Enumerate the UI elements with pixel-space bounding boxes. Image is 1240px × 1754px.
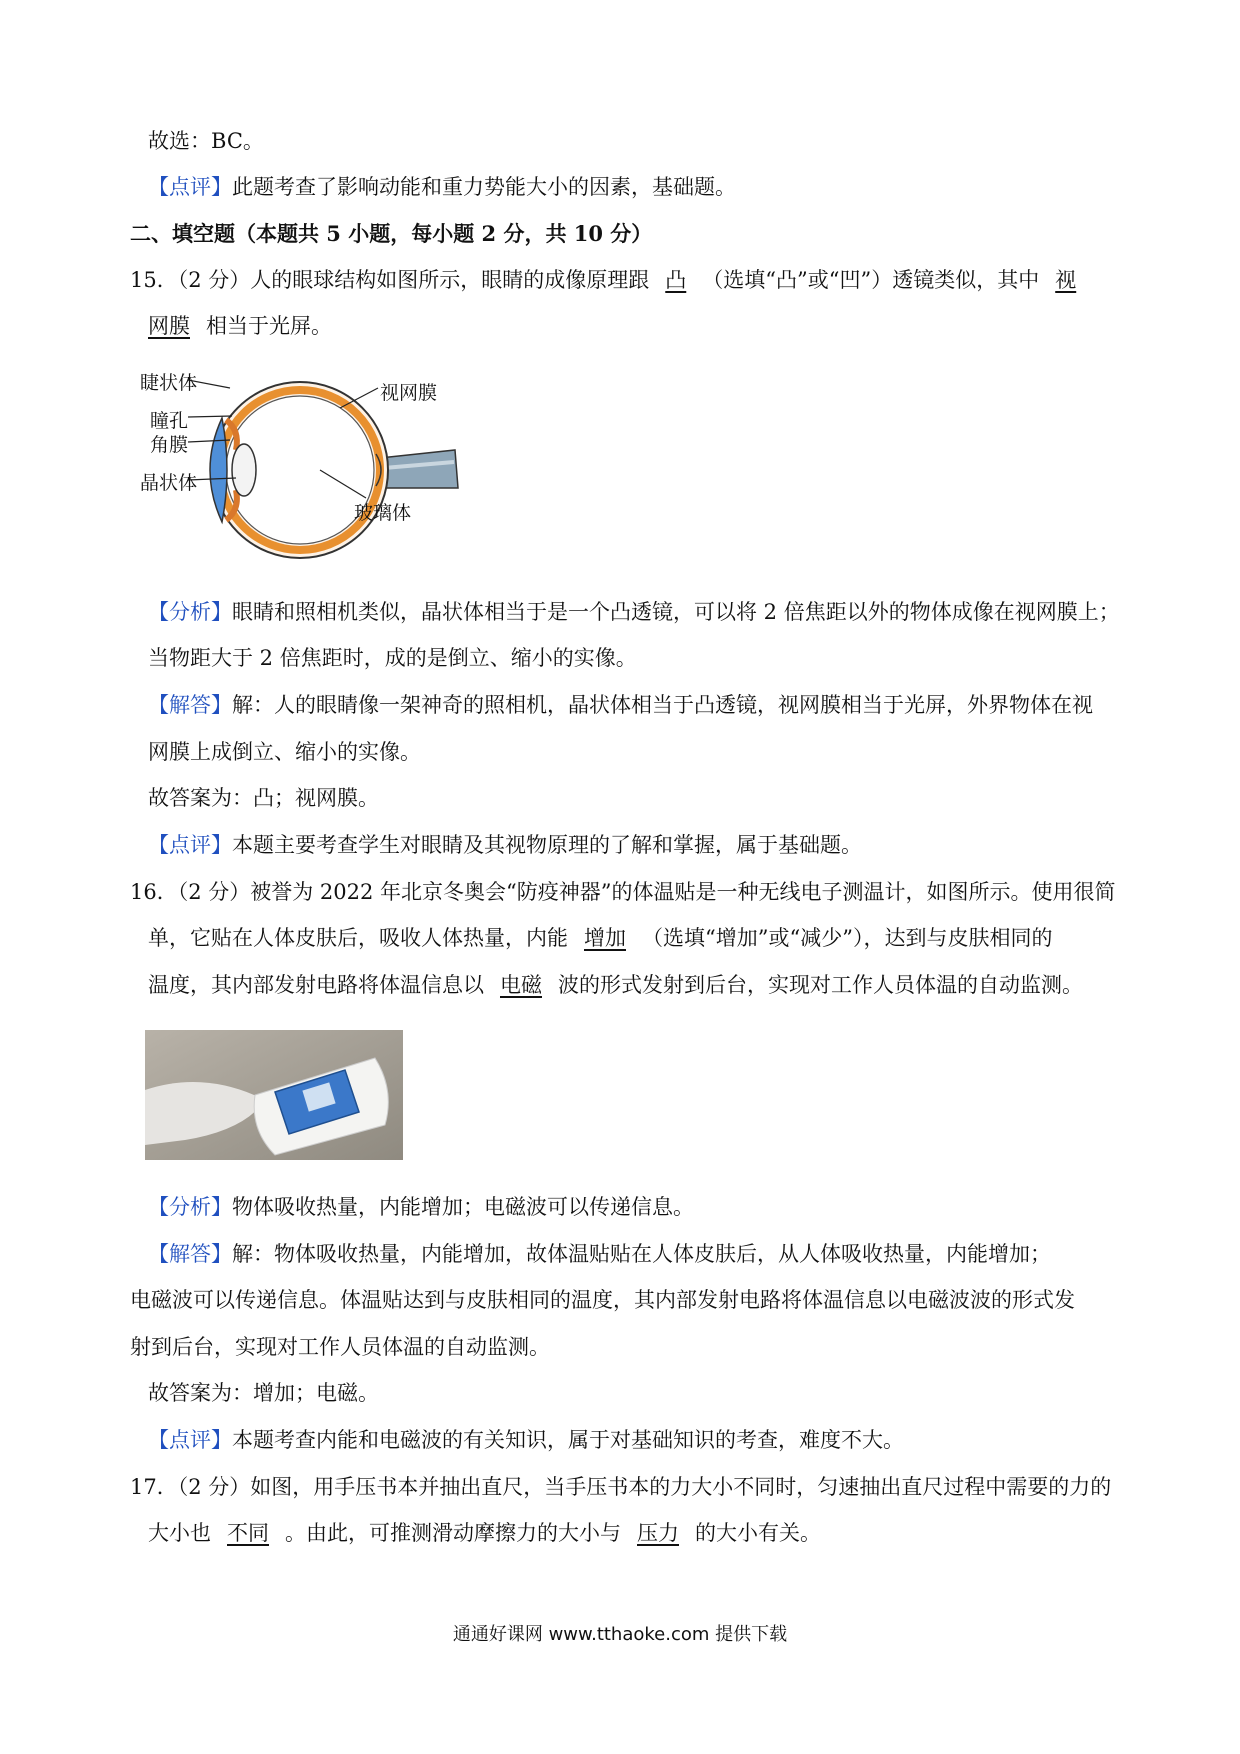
solution-tag: 【解答】 — [148, 693, 232, 717]
q15-analysis-1 — [148, 599, 1120, 625]
q15-solution-2: 网膜上成倒立、缩小的实像。 — [148, 740, 421, 764]
label-ciliary: 睫状体 — [140, 372, 198, 394]
q16-blank-2: 电磁 — [500, 973, 542, 997]
label-pupil: 瞳孔 — [150, 410, 189, 432]
q16-solution-2: 电磁波可以传递信息。体温贴达到与皮肤相同的温度，其内部发射电路将体温信息以电磁波波的形式发 — [130, 1288, 1075, 1312]
q15-stem-line1 — [130, 267, 1076, 293]
review-text: 此题考查了影响动能和重力势能大小的因素，基础题。 — [232, 175, 736, 199]
analysis-text: 眼睛和照相机类似，晶状体相当于是一个凸透镜，可以将 2 倍焦距以外的物体成像在视网膜上； — [232, 600, 1120, 624]
q17-text-c: 的大小有关。 — [695, 1521, 821, 1545]
q16-text-b: （选填“增加”或“减少”），达到与皮肤相同的 — [642, 926, 1053, 950]
q14-review — [148, 174, 736, 200]
q16-text-a: 单，它贴在人体皮肤后，吸收人体热量，内能 — [148, 926, 568, 950]
label-retina: 视网膜 — [380, 382, 438, 404]
solution-text: 解：物体吸收热量，内能增加，故体温贴贴在人体皮肤后，从人体吸收热量，内能增加； — [232, 1242, 1051, 1266]
q14-answer: 故选：BC。 — [148, 129, 264, 153]
analysis-text: 物体吸收热量，内能增加；电磁波可以传递信息。 — [232, 1195, 694, 1219]
review-tag: 【点评】 — [148, 1428, 232, 1452]
review-tag: 【点评】 — [148, 175, 232, 199]
q15-text-b: （选填“凸”或“凹”）透镜类似，其中 — [702, 268, 1040, 292]
q15-text-c: 相当于光屏。 — [206, 314, 332, 338]
q15-analysis-2: 当物距大于 2 倍焦距时，成的是倒立、缩小的实像。 — [148, 646, 637, 670]
q15-solution-1 — [148, 692, 1093, 718]
analysis-tag: 【分析】 — [148, 1195, 232, 1219]
q15-answer: 故答案为：凸；视网膜。 — [148, 786, 379, 810]
q15-text-a: 15．（2 分）人的眼球结构如图所示，眼睛的成像原理跟 — [130, 268, 650, 292]
q17-blank-1: 不同 — [227, 1521, 269, 1545]
q17-stem-line1: 17．（2 分）如图，用手压书本并抽出直尺，当手压书本的力大小不同时，匀速抽出直尺过程中需要的力的 — [130, 1475, 1112, 1499]
label-vitreous: 玻璃体 — [354, 502, 412, 524]
q16-text-c: 温度，其内部发射电路将体温信息以 — [148, 973, 484, 997]
section-heading: 二、填空题（本题共 5 小题，每小题 2 分，共 10 分） — [130, 221, 653, 246]
q16-review — [148, 1427, 904, 1453]
review-tag: 【点评】 — [148, 833, 232, 857]
q17-text-b: 。由此，可推测滑动摩擦力的大小与 — [285, 1521, 621, 1545]
q17-text-a: 大小也 — [148, 1521, 211, 1545]
q15-blank-2b: 网膜 — [148, 314, 190, 338]
analysis-tag: 【分析】 — [148, 600, 232, 624]
q16-solution-1 — [148, 1241, 1051, 1267]
q15-stem-line2 — [148, 313, 332, 339]
review-text: 本题考查内能和电磁波的有关知识，属于对基础知识的考查，难度不大。 — [232, 1428, 904, 1452]
q16-stem-line3 — [148, 972, 1083, 998]
page-footer: 通通好课网 www.tthaoke.com 提供下载 — [452, 1624, 788, 1645]
q15-review — [148, 832, 862, 858]
q16-stem-line1: 16．（2 分）被誉为 2022 年北京冬奥会“防疫神器”的体温贴是一种无线电子测温计，如图所示。使用很简 — [130, 880, 1116, 904]
q16-text-d: 波的形式发射到后台，实现对工作人员体温的自动监测。 — [558, 973, 1083, 997]
solution-tag: 【解答】 — [148, 1242, 232, 1266]
eye-diagram — [140, 370, 480, 570]
q16-stem-line2 — [148, 925, 1052, 951]
q16-blank-1: 增加 — [584, 926, 626, 950]
label-cornea: 角膜 — [150, 434, 189, 456]
solution-text: 解：人的眼睛像一架神奇的照相机，晶状体相当于凸透镜，视网膜相当于光屏，外界物体在视 — [232, 693, 1093, 717]
q17-stem-line2 — [148, 1520, 821, 1546]
q16-analysis — [148, 1194, 694, 1220]
patch-illustration — [145, 1030, 403, 1160]
q16-answer: 故答案为：增加；电磁。 — [148, 1381, 379, 1405]
q15-blank-1: 凸 — [665, 268, 687, 292]
label-lens: 晶状体 — [140, 472, 198, 494]
q16-solution-3: 射到后台，实现对工作人员体温的自动监测。 — [130, 1335, 550, 1359]
q17-blank-2: 压力 — [637, 1521, 679, 1545]
review-text: 本题主要考查学生对眼睛及其视物原理的了解和掌握，属于基础题。 — [232, 833, 862, 857]
q15-blank-2a: 视 — [1055, 268, 1077, 292]
thermometer-patch-photo — [145, 1030, 403, 1160]
